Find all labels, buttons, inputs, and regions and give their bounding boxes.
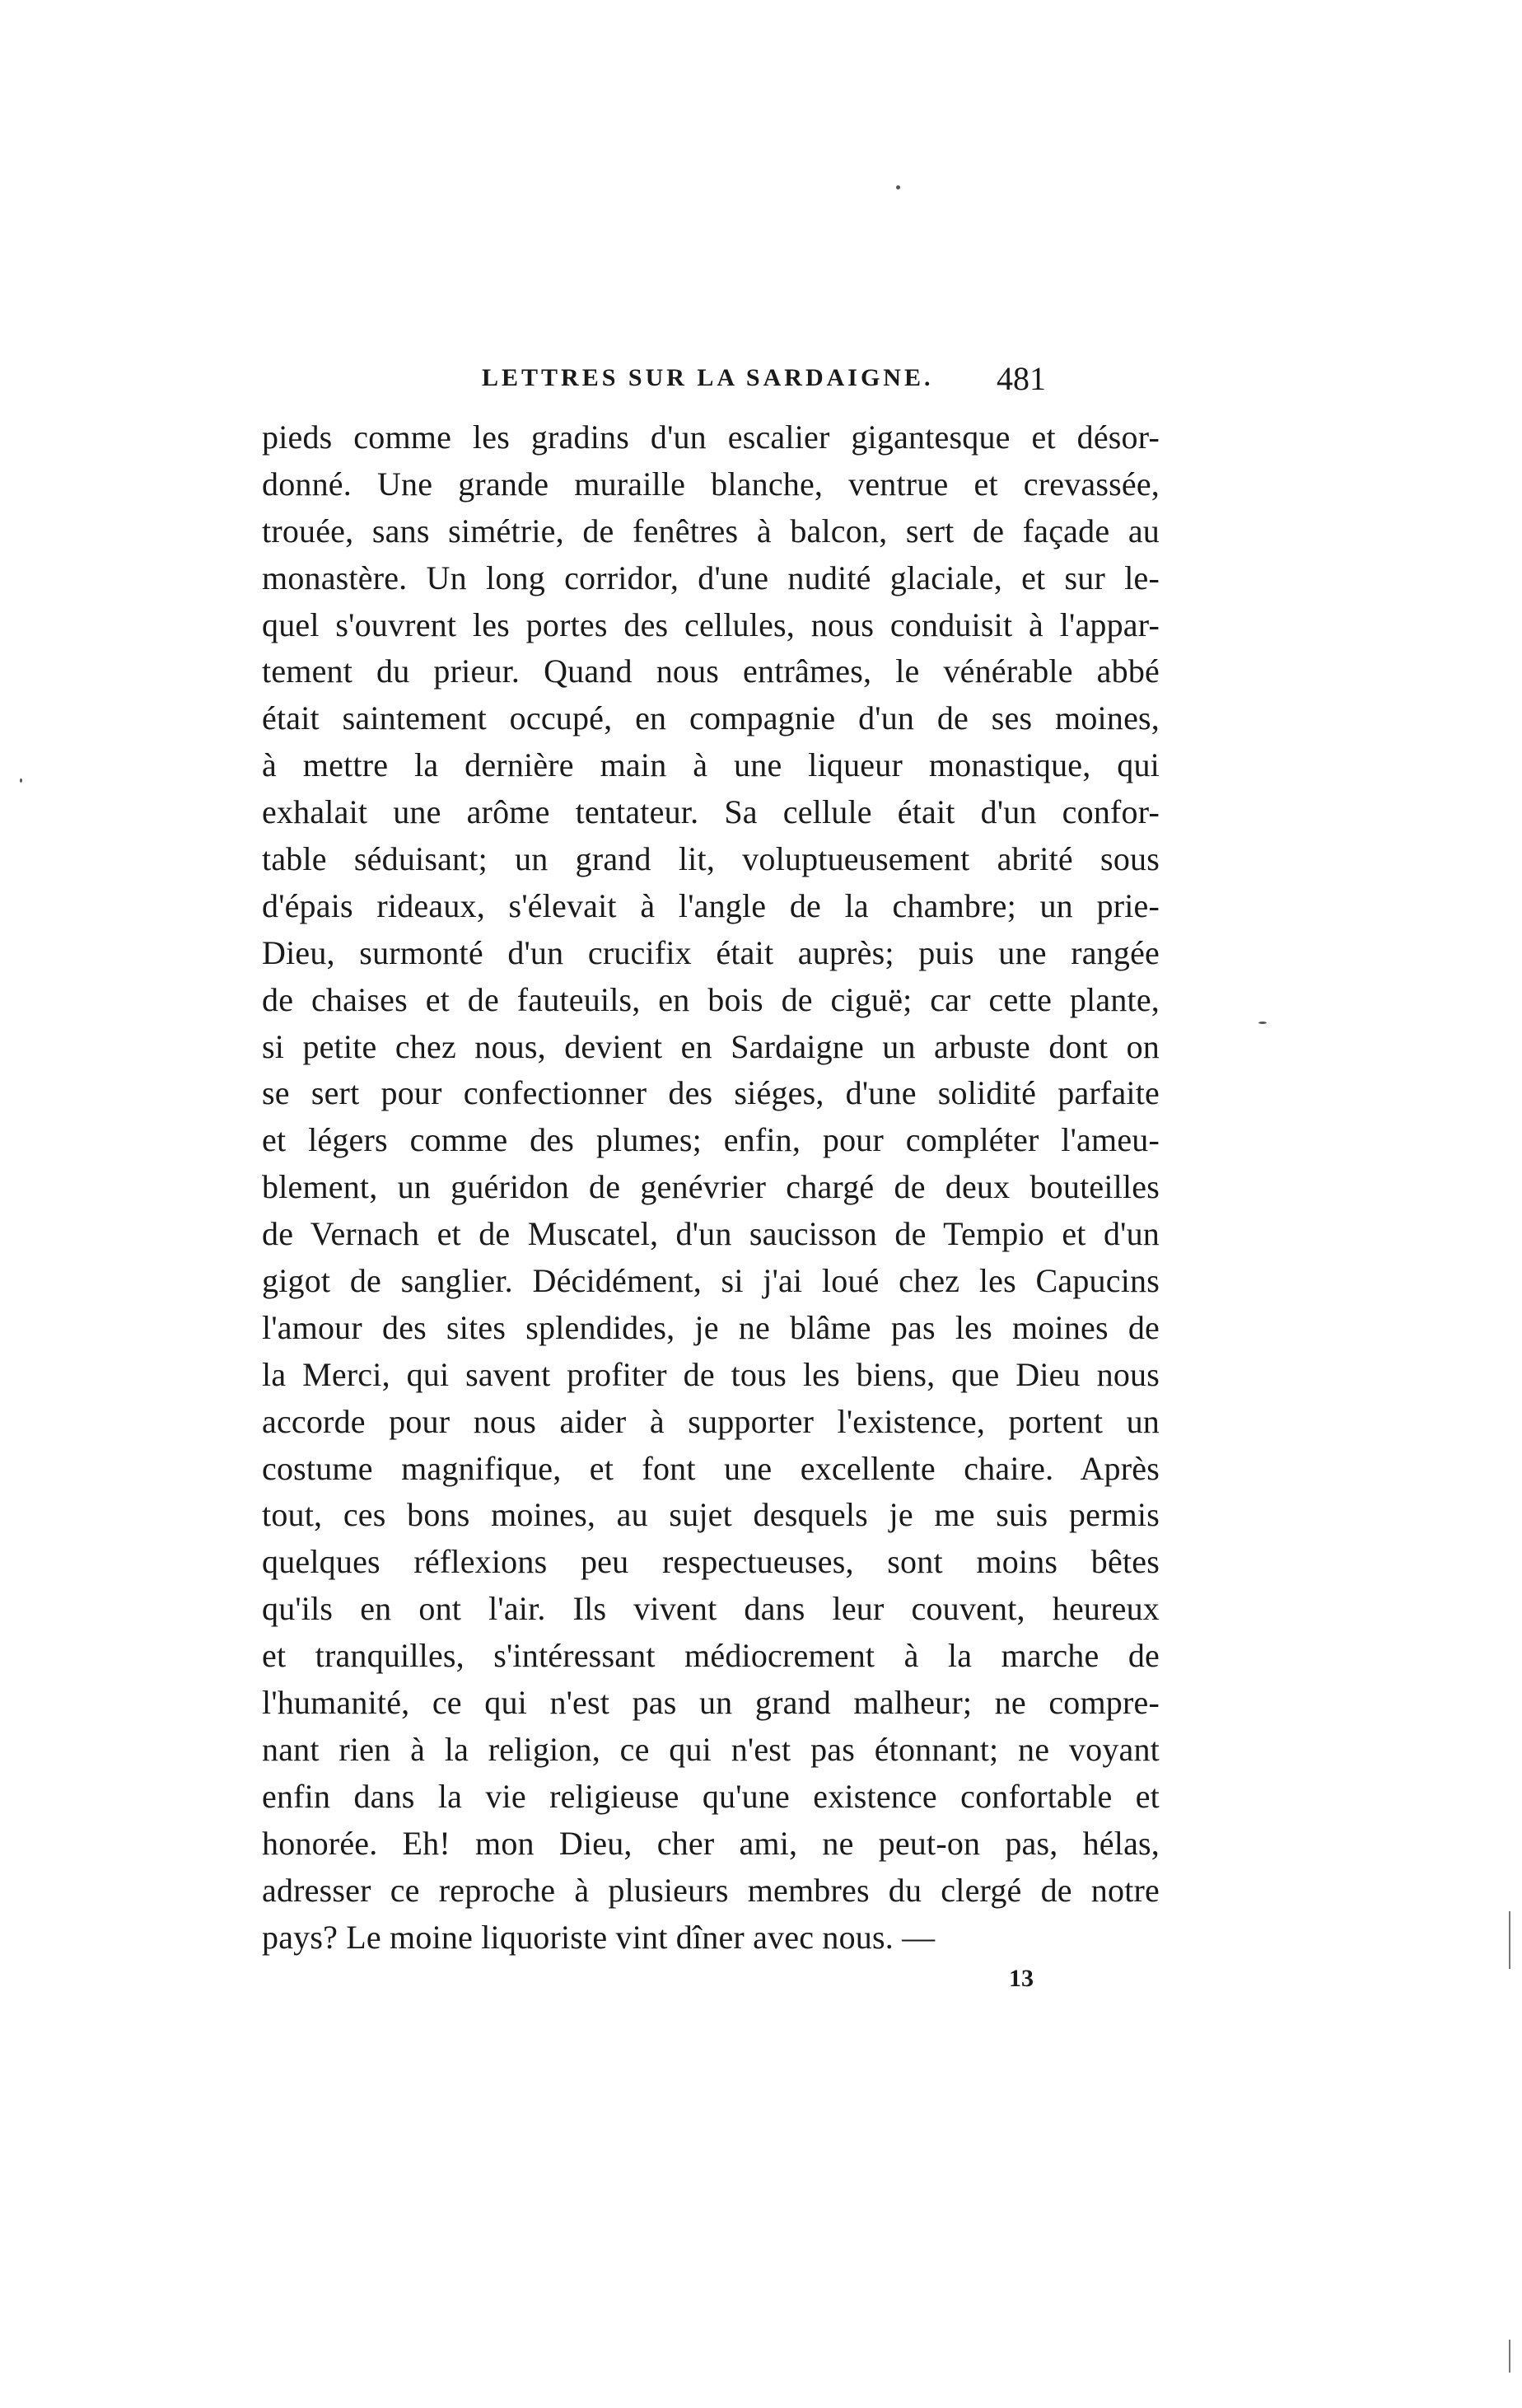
scan-edge-mark (1509, 1911, 1510, 1969)
text-line: trouée, sans simétrie, de fenêtres à balcon, sert de façade au (262, 512, 1160, 549)
text-line: la Merci, qui savent profiter de tous les biens, que Dieu nous (262, 1355, 1160, 1393)
text-line: et tranquilles, s'intéressant médiocrement à la marche de (262, 1637, 1160, 1675)
text-line: l'humanité, ce qui n'est pas un grand malheur; ne compre- (262, 1684, 1160, 1722)
text-line: blement, un guéridon de genévrier chargé de deux bouteilles (262, 1168, 1160, 1206)
text-line: exhalait une arôme tentateur. Sa cellule était d'un confor- (262, 793, 1160, 831)
signature-mark: 13 (1009, 1965, 1034, 1992)
text-line: se sert pour confectionner des siéges, d'une solidité parfaite (262, 1074, 1160, 1112)
text-line: de chaises et de fauteuils, en bois de ciguë; car cette plante, (262, 980, 1160, 1018)
text-line: nant rien à la religion, ce qui n'est pas étonnant; ne voyant (262, 1730, 1160, 1768)
text-line: Dieu, surmonté d'un crucifix était auprès; puis une rangée (262, 933, 1160, 971)
text-line: était saintement occupé, en compagnie d'un de ses moines, (262, 699, 1160, 737)
scan-speck (20, 779, 22, 783)
text-line: de Vernach et de Muscatel, d'un saucisson de Tempio et d'un (262, 1215, 1160, 1253)
text-line: à mettre la dernière main à une liqueur monastique, qui (262, 746, 1160, 784)
text-line: accorde pour nous aider à supporter l'existence, portent un (262, 1402, 1160, 1440)
text-line: quelques réflexions peu respectueuses, sont moins bêtes (262, 1543, 1160, 1581)
text-line: quel s'ouvrent les portes des cellules, nous conduisit à l'appar- (262, 606, 1160, 643)
running-title: LETTRES SUR LA SARDAIGNE. (482, 364, 934, 391)
text-line: pays? Le moine liquoriste vint dîner avec nous. — (262, 1918, 936, 1956)
text-line: tement du prieur. Quand nous entrâmes, le vénérable abbé (262, 652, 1160, 690)
text-line: pieds comme les gradins d'un escalier gigantesque et désor- (262, 418, 1160, 456)
text-line: honorée. Eh! mon Dieu, cher ami, ne peut-on pas, hélas, (262, 1824, 1160, 1862)
body-text (262, 414, 1160, 1961)
scan-edge-mark (1509, 2340, 1510, 2373)
text-line: d'épais rideaux, s'élevait à l'angle de la chambre; un prie- (262, 886, 1160, 924)
text-line: si petite chez nous, devient en Sardaigne un arbuste dont on (262, 1027, 1160, 1065)
scan-speck (896, 185, 900, 189)
scan-speck (1258, 1022, 1267, 1024)
text-line: table séduisant; un grand lit, voluptueusement abrité sous (262, 840, 1160, 878)
text-line: l'amour des sites splendides, je ne blâme pas les moines de (262, 1308, 1160, 1346)
text-line: enfin dans la vie religieuse qu'une existence confortable et (262, 1777, 1160, 1815)
text-line: qu'ils en ont l'air. Ils vivent dans leur couvent, heureux (262, 1590, 1160, 1628)
text-line: tout, ces bons moines, au sujet desquels je me suis permis (262, 1496, 1160, 1534)
text-line: et légers comme des plumes; enfin, pour compléter l'ameu- (262, 1121, 1160, 1159)
text-line: gigot de sanglier. Décidément, si j'ai loué chez les Capucins (262, 1262, 1160, 1300)
page-number: 481 (997, 360, 1046, 397)
text-line: monastère. Un long corridor, d'une nudité glaciale, et sur le- (262, 559, 1160, 596)
text-line: donné. Une grande muraille blanche, ventrue et crevassée, (262, 465, 1160, 503)
text-line: costume magnifique, et font une excellente chaire. Après (262, 1449, 1160, 1487)
text-line: adresser ce reproche à plusieurs membres du clergé de notre (262, 1871, 1160, 1909)
running-head (255, 360, 1161, 405)
